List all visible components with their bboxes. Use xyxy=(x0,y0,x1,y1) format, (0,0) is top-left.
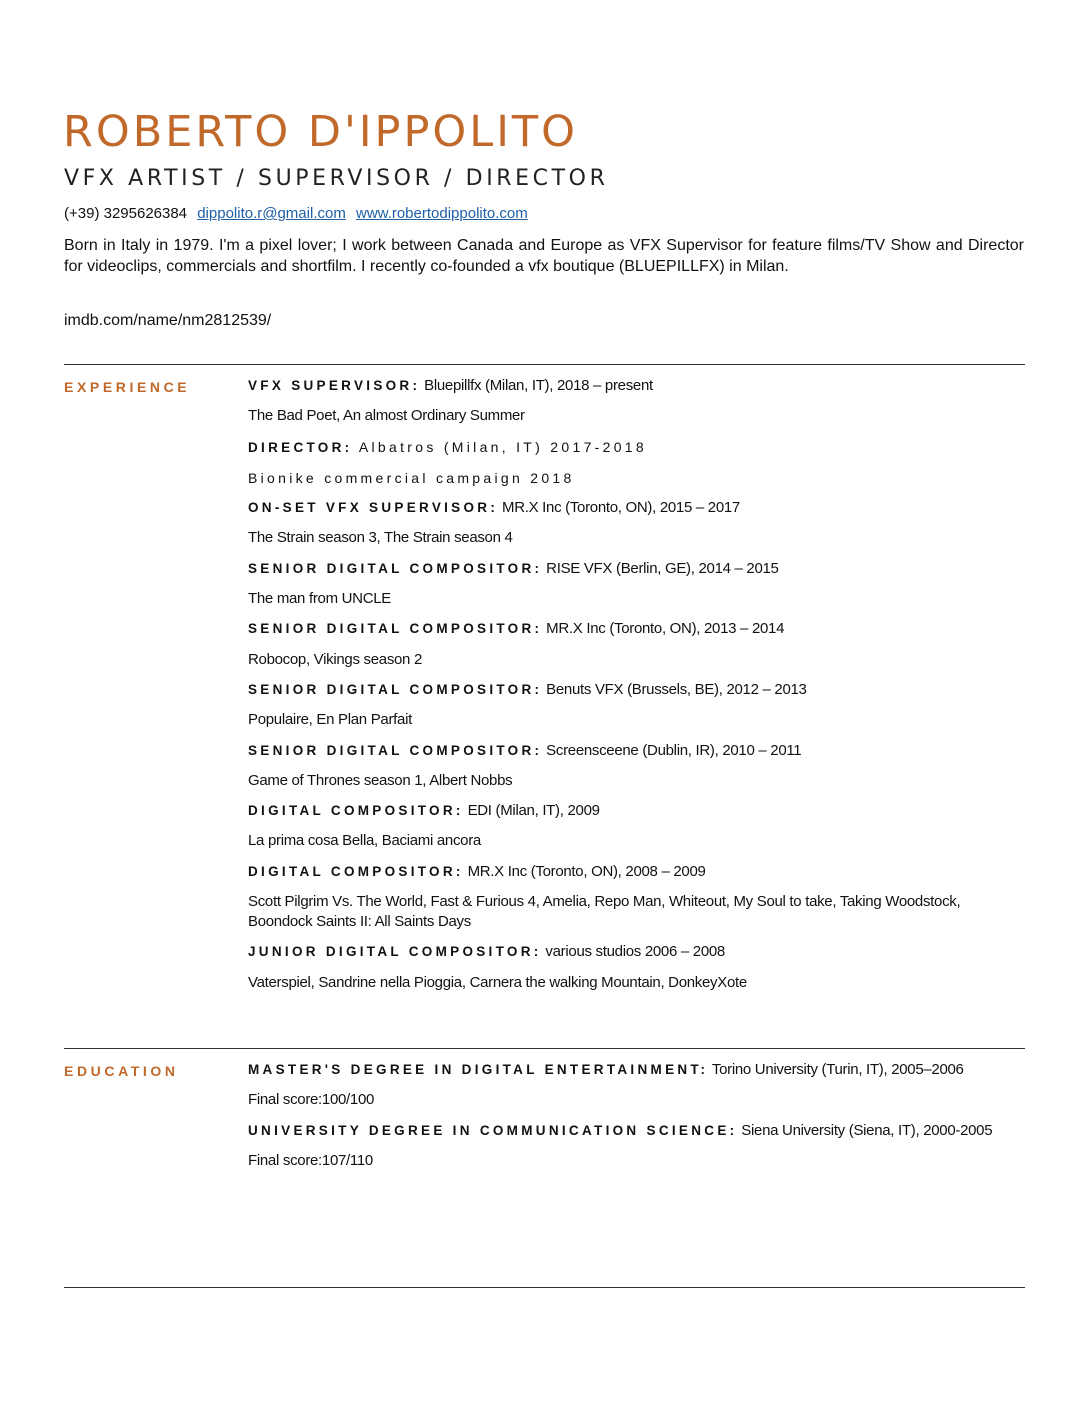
candidate-title: VFX ARTIST / SUPERVISOR / DIRECTOR xyxy=(64,166,609,191)
entry-detail: Albatros (Milan, IT) 2017-2018 xyxy=(352,438,647,455)
entry-role: SENIOR DIGITAL COMPOSITOR: xyxy=(248,621,543,637)
entry-detail: Screensceene (Dublin, IR), 2010 – 2011 xyxy=(542,741,802,759)
website-link[interactable]: www.robertodippolito.com xyxy=(356,205,528,222)
entry-role: MASTER'S DEGREE IN DIGITAL ENTERTAINMENT: xyxy=(248,1062,709,1077)
entry-projects: Robocop, Vikings season 2 xyxy=(248,650,423,668)
experience-list xyxy=(248,376,1028,1003)
entry-role: ON-SET VFX SUPERVISOR: xyxy=(248,500,499,516)
experience-heading: EXPERIENCE xyxy=(64,379,191,395)
email-link[interactable]: dippolito.r@gmail.com xyxy=(197,205,346,222)
divider-bottom xyxy=(64,1287,1025,1288)
entry-role: DIGITAL COMPOSITOR: xyxy=(248,863,464,879)
contact-line xyxy=(64,204,528,224)
entry-projects: Scott Pilgrim Vs. The World, Fast & Furious 4, Amelia, Repo Man, Whiteout, My Soul to take, Taking Woodstock, Boondock Saints II: All Saints Days xyxy=(248,893,961,931)
experience-entry xyxy=(248,862,1028,882)
experience-entry xyxy=(248,741,1028,761)
entry-projects: Populaire, En Plan Parfait xyxy=(248,711,412,729)
entry-detail: MR.X Inc (Toronto, ON), 2015 – 2017 xyxy=(498,499,740,517)
entry-detail: MR.X Inc (Toronto, ON), 2008 – 2009 xyxy=(463,862,706,880)
entry-projects: Game of Thrones season 1, Albert Nobbs xyxy=(248,771,513,789)
entry-role: DIGITAL COMPOSITOR: xyxy=(248,803,464,819)
education-entry xyxy=(248,1060,1028,1080)
entry-role: DIRECTOR: xyxy=(248,439,353,455)
entry-projects: The Bad Poet, An almost Ordinary Summer xyxy=(248,407,525,425)
imdb-link[interactable]: imdb.com/name/nm2812539/ xyxy=(64,312,272,329)
phone-number: (+39) 3295626384 xyxy=(64,205,188,222)
education-list xyxy=(248,1060,1028,1181)
entry-detail: Bluepillfx (Milan, IT), 2018 – present xyxy=(420,377,653,394)
entry-projects: The man from UNCLE xyxy=(248,590,391,608)
entry-detail: RISE VFX (Berlin, GE), 2014 – 2015 xyxy=(542,559,779,577)
entry-detail: EDI (Milan, IT), 2009 xyxy=(463,802,600,820)
entry-detail: Benuts VFX (Brussels, BE), 2012 – 2013 xyxy=(542,680,807,698)
entry-role: SENIOR DIGITAL COMPOSITOR: xyxy=(248,742,543,758)
experience-entry xyxy=(248,559,1028,579)
entry-projects: Vaterspiel, Sandrine nella Pioggia, Carnera the walking Mountain, DonkeyXote xyxy=(248,973,747,991)
experience-entry xyxy=(248,801,1028,821)
entry-projects: La prima cosa Bella, Baciami ancora xyxy=(248,832,481,850)
divider-top xyxy=(64,364,1025,365)
experience-entry xyxy=(248,942,1028,962)
entry-projects: Bionike commercial campaign 2018 xyxy=(248,469,575,486)
entry-detail: various studios 2006 – 2008 xyxy=(541,943,725,961)
education-entry xyxy=(248,1121,1028,1141)
entry-role: UNIVERSITY DEGREE IN COMMUNICATION SCIENCE: xyxy=(248,1122,738,1138)
entry-role: SENIOR DIGITAL COMPOSITOR: xyxy=(248,560,543,576)
entry-role: SENIOR DIGITAL COMPOSITOR: xyxy=(248,681,543,697)
candidate-name: ROBERTO D'IPPOLITO xyxy=(63,107,578,157)
entry-role: VFX SUPERVISOR: xyxy=(248,378,421,393)
experience-entry xyxy=(248,437,1028,458)
entry-role: JUNIOR DIGITAL COMPOSITOR: xyxy=(248,944,542,960)
experience-entry xyxy=(248,680,1028,700)
entry-score: Final score:107/110 xyxy=(248,1151,373,1169)
experience-entry xyxy=(248,376,1028,396)
entry-detail: Siena University (Siena, IT), 2000-2005 xyxy=(737,1121,993,1139)
entry-projects: The Strain season 3, The Strain season 4 xyxy=(248,529,513,547)
experience-entry xyxy=(248,619,1028,639)
entry-score: Final score:100/100 xyxy=(248,1091,375,1109)
entry-detail: MR.X Inc (Toronto, ON), 2013 – 2014 xyxy=(542,620,785,638)
bio-paragraph: Born in Italy in 1979. I'm a pixel lover; I work between Canada and Europe as VFX Supervisor for feature films/TV Show and Director for videoclips, commercials and shortfilm. I recently co-founded a vfx boutique (BLUEPILLFX) in Milan. xyxy=(64,237,1024,275)
divider-middle xyxy=(64,1048,1025,1049)
entry-detail: Torino University (Turin, IT), 2005–2006 xyxy=(708,1061,964,1078)
experience-entry xyxy=(248,498,1028,518)
education-heading: EDUCATION xyxy=(64,1063,179,1079)
